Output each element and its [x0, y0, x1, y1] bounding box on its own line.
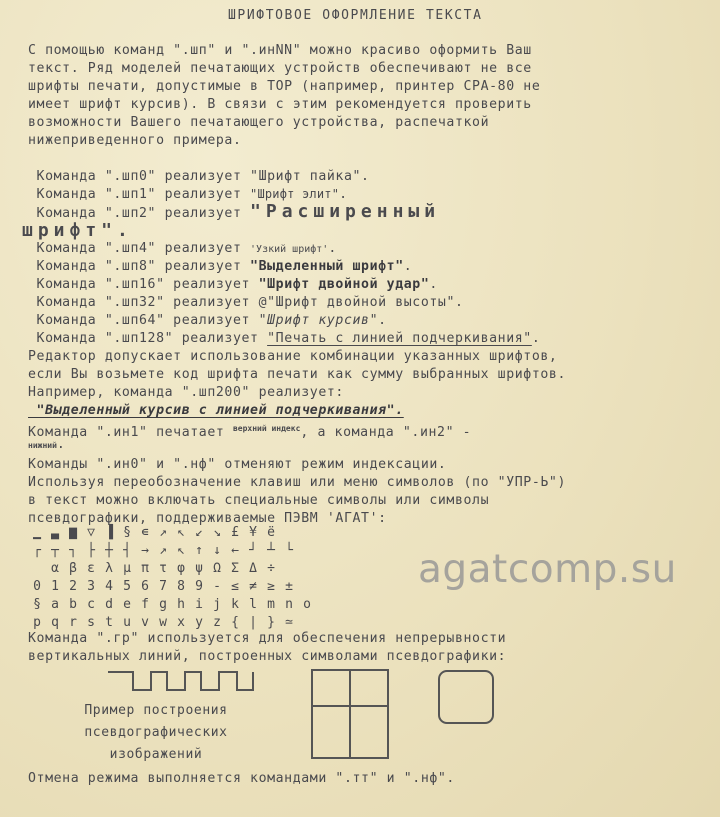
- symbol-glyph: ё: [267, 525, 275, 540]
- sample-pica: "Шрифт пайка": [250, 169, 362, 184]
- symbol-glyph: ↖: [177, 525, 185, 540]
- index-line: Команда ".ин1" печатает $^{верхний индекс}$, а команда ".ин2" -: [28, 424, 472, 440]
- combo-line-2: если Вы возьмете код шрифта печати как сумму выбранных шрифтов.: [28, 367, 566, 382]
- symbol-glyph: 5: [123, 579, 131, 594]
- intro-line-3: шрифты печати, допустимые в ТОР (например, принтер СРА-80 не: [28, 79, 541, 94]
- command-shp128: Команда ".шп128" реализует "Печать с линией подчеркивания".: [28, 331, 541, 346]
- symbol-glyph: i: [195, 597, 203, 612]
- sample-double-strike: "Шрифт двойной удар": [258, 277, 430, 292]
- symbol-glyph: ▐: [105, 525, 113, 540]
- symbol-glyph: £: [231, 525, 239, 540]
- symbol-glyph: ↗: [159, 543, 167, 558]
- symbol-glyph: ψ: [195, 561, 203, 576]
- symbol-glyph: ┐: [69, 543, 77, 558]
- symbol-glyph: ↙: [195, 525, 203, 540]
- sample-emphasized: "Выделенный шрифт": [250, 259, 404, 274]
- symbol-glyph: μ: [123, 561, 131, 576]
- symbol-glyph: ┬: [51, 543, 59, 558]
- symbol-glyph: ÷: [267, 561, 275, 576]
- symbol-glyph: ≤: [231, 579, 239, 594]
- symbol-glyph: ≃: [285, 615, 293, 630]
- symbol-glyph: τ: [159, 561, 167, 576]
- symbol-glyph: λ: [105, 561, 113, 576]
- page-title: ШРИФТОВОЕ ОФОРМЛЕНИЕ ТЕКСТА: [228, 8, 483, 23]
- symbol-glyph: ∊: [141, 525, 149, 540]
- combo-line-1: Редактор допускает использование комбинации указанных шрифтов,: [28, 349, 558, 364]
- symbol-glyph: 6: [141, 579, 149, 594]
- symbol-glyph: §: [123, 525, 131, 540]
- symbol-glyph: ▆: [69, 525, 77, 540]
- symbol-glyph: ┤: [123, 543, 131, 558]
- symbol-glyph: m: [267, 597, 275, 612]
- symbol-glyph: 9: [195, 579, 203, 594]
- symbol-glyph: π: [141, 561, 149, 576]
- pulse-wave-drawing: [105, 668, 265, 694]
- subscript-sample: нижний: [28, 441, 57, 450]
- symbol-glyph: ▁: [33, 525, 41, 540]
- command-shp0: Команда ".шп0" реализует "Шрифт пайка".: [28, 169, 370, 184]
- command-shp2: Команда ".шп2" реализует "Расширенный: [28, 201, 441, 222]
- symbol-glyph: q: [51, 615, 59, 630]
- symbol-glyph: ≥: [267, 579, 275, 594]
- symbol-glyph: ε: [87, 561, 95, 576]
- symbol-glyph: ↑: [195, 543, 203, 558]
- symbol-glyph: y: [195, 615, 203, 630]
- symbol-row: [28, 543, 298, 558]
- symbol-glyph: v: [141, 615, 149, 630]
- symbol-glyph: {: [231, 615, 239, 630]
- symbol-glyph: ┼: [105, 543, 113, 558]
- sample-double-height: @"Шрифт двойной высоты": [258, 295, 455, 310]
- symbol-glyph: j: [213, 597, 221, 612]
- symbol-glyph: ↓: [213, 543, 221, 558]
- command-shp64: Команда ".шп64" реализует "Шрифт курсив".: [28, 313, 387, 328]
- index-line-cont: нижний.: [28, 437, 66, 452]
- intro-line-2: текст. Ряд моделей печатающих устройств обеспечивают не все: [28, 61, 532, 76]
- symbol-glyph: ←: [231, 543, 239, 558]
- superscript-sample: верхний индекс: [232, 424, 301, 433]
- symbol-glyph: Δ: [249, 561, 257, 576]
- combo-sample: "Выделенный курсив с линией подчеркивания".: [28, 403, 404, 418]
- symbol-row: [28, 579, 298, 594]
- symbol-glyph: ≠: [249, 579, 257, 594]
- symbol-glyph: ↖: [177, 543, 185, 558]
- command-shp4: Команда ".шп4" реализует 'Узкий шрифт'.: [28, 241, 337, 256]
- sample-elite: "Шрифт элит": [250, 187, 340, 201]
- symbol-glyph: 7: [159, 579, 167, 594]
- symbol-glyph: }: [267, 615, 275, 630]
- symbols-intro-3: псевдографики, поддерживаемые ПЭВМ 'АГАТ':: [28, 511, 387, 526]
- symbol-glyph: w: [159, 615, 167, 630]
- symbol-glyph: n: [285, 597, 293, 612]
- symbol-glyph: e: [123, 597, 131, 612]
- command-shp2-cont: шрифт".: [22, 220, 133, 241]
- symbol-glyph: 0: [33, 579, 41, 594]
- symbol-glyph: k: [231, 597, 239, 612]
- intro-line-5: возможности Вашего печатающего устройства, распечаткой: [28, 115, 490, 130]
- symbol-glyph: ¥: [249, 525, 257, 540]
- symbol-glyph: ▃: [51, 525, 59, 540]
- symbol-row: [28, 597, 316, 612]
- symbol-glyph: b: [69, 597, 77, 612]
- symbol-glyph: 1: [51, 579, 59, 594]
- sample-italic: "Шрифт курсив": [258, 313, 379, 328]
- symbol-glyph: └: [285, 543, 293, 558]
- symbol-glyph: ↗: [159, 525, 167, 540]
- symbols-intro-1: Используя переобозначение клавиш или меню символов (по "УПР-Ь"): [28, 475, 566, 490]
- symbol-glyph: §: [33, 597, 41, 612]
- symbol-glyph: ├: [87, 543, 95, 558]
- symbol-glyph: p: [33, 615, 41, 630]
- command-shp32: Команда ".шп32" реализует @"Шрифт двойной высоты".: [28, 295, 464, 310]
- graphics-caption: Пример построения псевдографических изображений: [84, 703, 228, 762]
- intro-line-1: С помощью команд ".шп" и ".инNN" можно красиво оформить Ваш: [28, 43, 532, 58]
- symbol-glyph: l: [249, 597, 257, 612]
- gr-line-1: Команда ".гр" используется для обеспечения непрерывности: [28, 631, 507, 646]
- symbol-row: [28, 525, 280, 540]
- symbol-row: [28, 561, 280, 576]
- symbol-glyph: t: [105, 615, 113, 630]
- symbol-glyph: Σ: [231, 561, 239, 576]
- symbol-glyph: ↘: [213, 525, 221, 540]
- symbol-glyph: g: [159, 597, 167, 612]
- command-shp1: Команда ".шп1" реализует "Шрифт элит".: [28, 187, 348, 202]
- symbol-glyph: h: [177, 597, 185, 612]
- symbols-intro-2: в текст можно включать специальные символы или символы: [28, 493, 490, 508]
- rounded-box-drawing: [436, 668, 498, 728]
- symbol-glyph: 8: [177, 579, 185, 594]
- sample-underline: "Печать с линией подчеркивания": [267, 331, 532, 346]
- symbol-glyph: Ω: [213, 561, 221, 576]
- symbol-glyph: a: [51, 597, 59, 612]
- grid-box-drawing: [310, 668, 392, 762]
- symbol-glyph: z: [213, 615, 221, 630]
- symbol-glyph: ┴: [267, 543, 275, 558]
- symbol-glyph: ┘: [249, 543, 257, 558]
- intro-line-6: нижеприведенного примера.: [28, 133, 242, 148]
- symbol-glyph: d: [105, 597, 113, 612]
- watermark: agatcomp.su: [418, 547, 677, 592]
- symbol-glyph: -: [213, 579, 221, 594]
- symbol-glyph: α: [51, 561, 59, 576]
- symbol-glyph: 4: [105, 579, 113, 594]
- symbol-glyph: u: [123, 615, 131, 630]
- symbol-row: [28, 615, 298, 630]
- sample-condensed: 'Узкий шрифт': [250, 244, 329, 255]
- intro-line-4: имеет шрифт курсив). В связи с этим рекомендуется проверить: [28, 97, 532, 112]
- symbol-glyph: ±: [285, 579, 293, 594]
- symbol-glyph: →: [141, 543, 149, 558]
- combo-line-3: Например, команда ".шп200" реализует:: [28, 385, 344, 400]
- symbol-glyph: ▽: [87, 525, 95, 540]
- symbol-glyph: |: [249, 615, 257, 630]
- symbol-glyph: s: [87, 615, 95, 630]
- symbol-glyph: β: [69, 561, 77, 576]
- symbol-glyph: ┌: [33, 543, 41, 558]
- sample-wide: "Расширенный: [250, 201, 441, 222]
- symbol-glyph: r: [69, 615, 77, 630]
- symbol-glyph: 2: [69, 579, 77, 594]
- command-shp16: Команда ".шп16" реализует "Шрифт двойной удар".: [28, 277, 438, 292]
- symbol-glyph: x: [177, 615, 185, 630]
- symbol-glyph: c: [87, 597, 95, 612]
- command-shp8: Команда ".шп8" реализует "Выделенный шрифт".: [28, 259, 413, 274]
- footer-line: Отмена режима выполняется командами ".тт" и ".нф".: [28, 771, 455, 786]
- symbol-glyph: f: [141, 597, 149, 612]
- symbol-glyph: 3: [87, 579, 95, 594]
- symbol-glyph: o: [303, 597, 311, 612]
- symbol-glyph: φ: [177, 561, 185, 576]
- gr-line-2: вертикальных линий, построенных символами псевдографики:: [28, 649, 507, 664]
- cancel-index-line: Команды ".ин0" и ".нф" отменяют режим индексации.: [28, 457, 447, 472]
